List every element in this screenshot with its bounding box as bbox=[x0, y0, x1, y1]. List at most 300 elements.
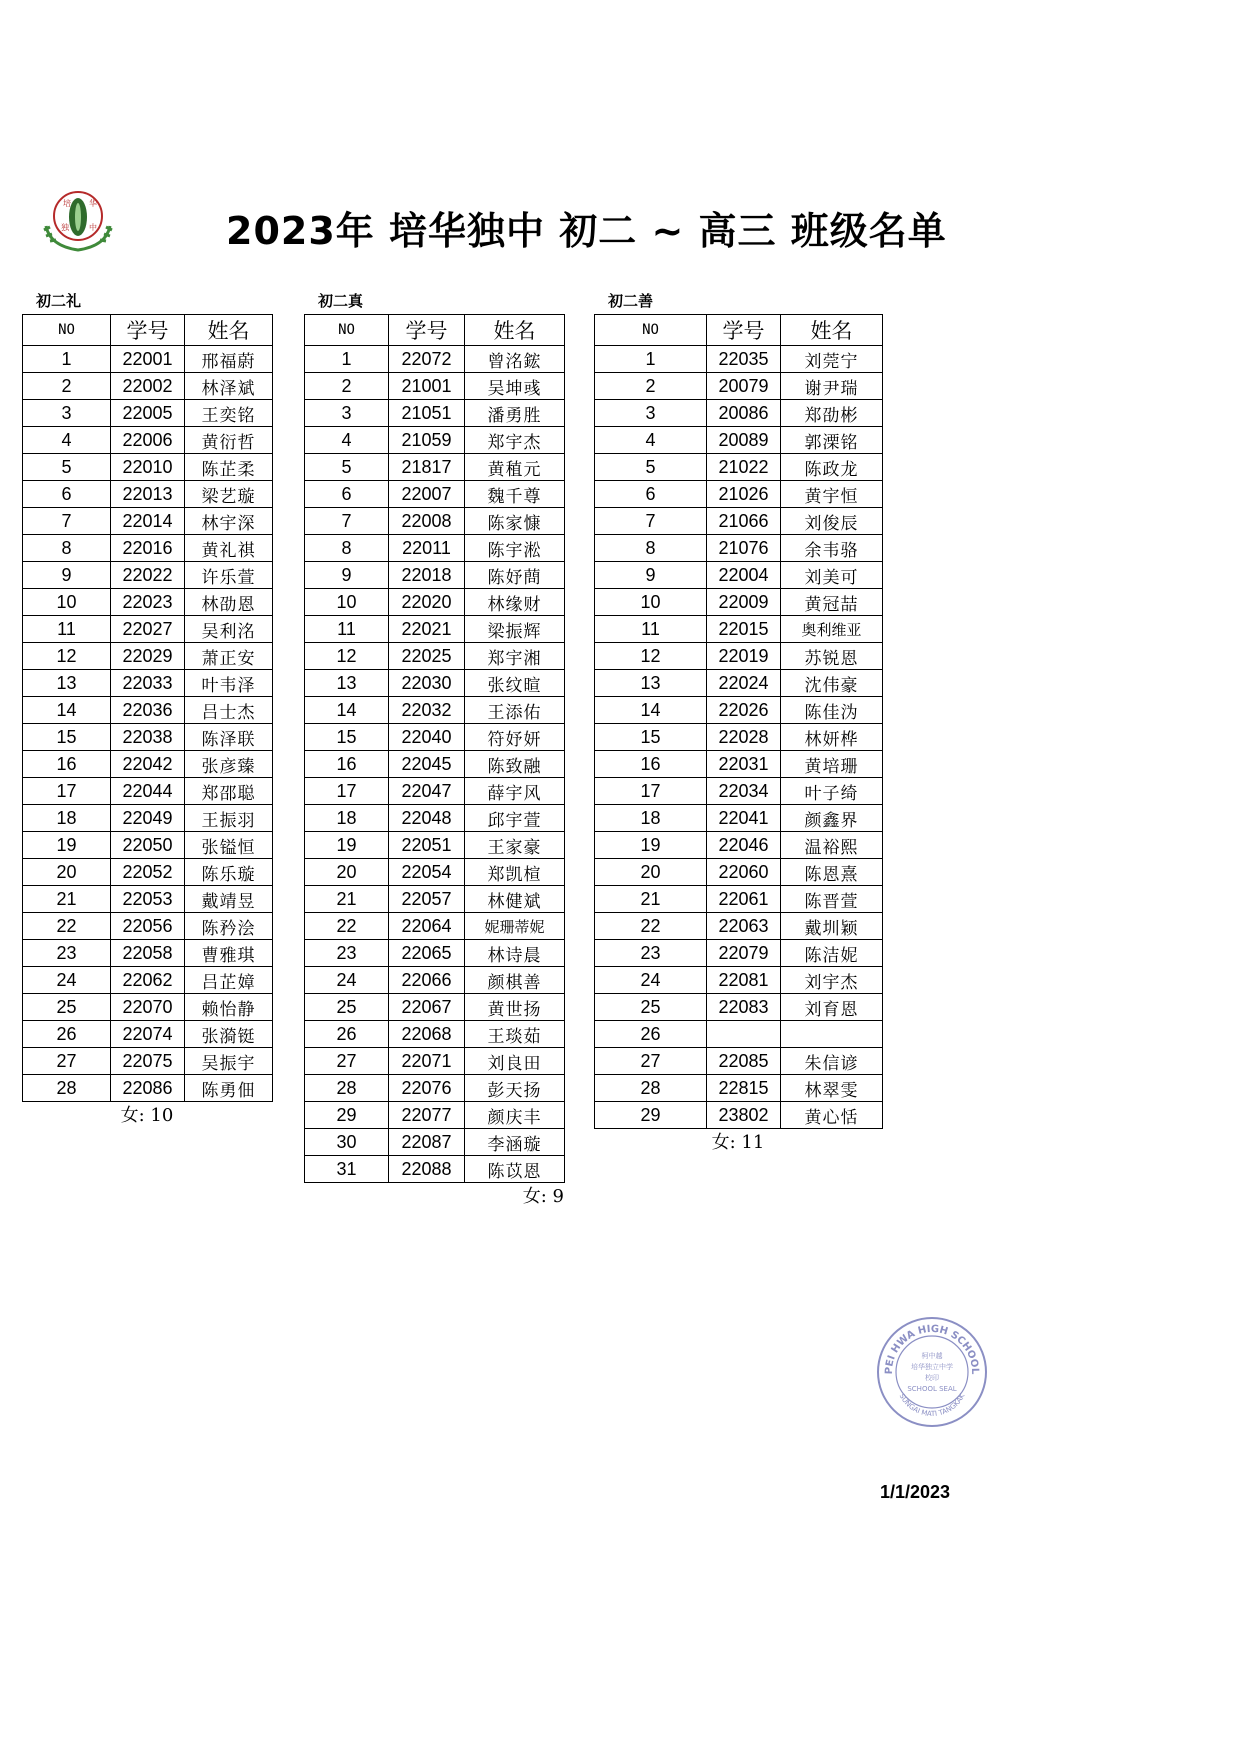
class-roster-table bbox=[22, 314, 273, 1102]
student-id: 22027 bbox=[111, 616, 185, 643]
table-row bbox=[305, 1048, 565, 1075]
student-no: 27 bbox=[595, 1048, 707, 1075]
student-no: 6 bbox=[23, 481, 111, 508]
student-no: 2 bbox=[305, 373, 389, 400]
student-name: 刘宇杰 bbox=[781, 967, 883, 994]
student-name: 叶子绮 bbox=[781, 778, 883, 805]
student-name: 陈恩熹 bbox=[781, 859, 883, 886]
student-no: 21 bbox=[595, 886, 707, 913]
table-row bbox=[595, 805, 883, 832]
student-no: 7 bbox=[305, 508, 389, 535]
class-block bbox=[304, 292, 565, 1211]
header-name: 姓名 bbox=[185, 315, 273, 346]
student-no: 24 bbox=[595, 967, 707, 994]
table-row bbox=[595, 886, 883, 913]
student-name: 颜棋善 bbox=[465, 967, 565, 994]
student-id: 22054 bbox=[389, 859, 465, 886]
table-header-row bbox=[595, 315, 883, 346]
student-no: 25 bbox=[595, 994, 707, 1021]
student-id: 22018 bbox=[389, 562, 465, 589]
student-id: 23802 bbox=[707, 1102, 781, 1129]
student-name: 黄冠喆 bbox=[781, 589, 883, 616]
student-id: 21076 bbox=[707, 535, 781, 562]
table-row bbox=[595, 562, 883, 589]
table-row bbox=[305, 859, 565, 886]
student-name: 戴靖昱 bbox=[185, 886, 273, 913]
table-row bbox=[595, 589, 883, 616]
student-name: 吴振宇 bbox=[185, 1048, 273, 1075]
student-no: 16 bbox=[23, 751, 111, 778]
student-name: 黄宇恒 bbox=[781, 481, 883, 508]
table-row bbox=[23, 1021, 273, 1048]
student-name: 刘莞宁 bbox=[781, 346, 883, 373]
student-no: 14 bbox=[305, 697, 389, 724]
table-row bbox=[23, 778, 273, 805]
student-id: 22013 bbox=[111, 481, 185, 508]
table-row bbox=[305, 724, 565, 751]
table-row bbox=[595, 1021, 883, 1048]
student-no: 23 bbox=[595, 940, 707, 967]
student-id: 22019 bbox=[707, 643, 781, 670]
student-id: 22079 bbox=[707, 940, 781, 967]
table-row bbox=[595, 535, 883, 562]
student-no: 13 bbox=[305, 670, 389, 697]
student-name: 郭溧铭 bbox=[781, 427, 883, 454]
table-row bbox=[305, 1021, 565, 1048]
table-row bbox=[23, 427, 273, 454]
table-row bbox=[305, 1075, 565, 1102]
student-id: 22020 bbox=[389, 589, 465, 616]
table-row bbox=[305, 832, 565, 859]
table-row bbox=[595, 400, 883, 427]
table-row bbox=[23, 454, 273, 481]
student-id: 22056 bbox=[111, 913, 185, 940]
student-name: 魏千尊 bbox=[465, 481, 565, 508]
student-id: 22010 bbox=[111, 454, 185, 481]
student-no: 30 bbox=[305, 1129, 389, 1156]
student-name: 陈乐璇 bbox=[185, 859, 273, 886]
student-no: 17 bbox=[305, 778, 389, 805]
table-row bbox=[23, 967, 273, 994]
student-name: 林泽斌 bbox=[185, 373, 273, 400]
student-id: 22052 bbox=[111, 859, 185, 886]
student-no: 13 bbox=[23, 670, 111, 697]
student-id: 22033 bbox=[111, 670, 185, 697]
header-name: 姓名 bbox=[465, 315, 565, 346]
class-name: 初二真 bbox=[318, 292, 364, 310]
student-id: 22061 bbox=[707, 886, 781, 913]
student-no: 16 bbox=[595, 751, 707, 778]
seal-inner-line: 培华独立中学 bbox=[911, 1363, 953, 1371]
svg-text:SUNGAI MATI TANGKAK bbox=[898, 1392, 967, 1418]
table-row bbox=[595, 670, 883, 697]
header-student-id: 学号 bbox=[707, 315, 781, 346]
student-id: 22067 bbox=[389, 994, 465, 1021]
student-no: 10 bbox=[305, 589, 389, 616]
student-name: 张镒恒 bbox=[185, 832, 273, 859]
student-id: 22053 bbox=[111, 886, 185, 913]
student-name: 朱信谚 bbox=[781, 1048, 883, 1075]
class-block bbox=[594, 292, 883, 1157]
student-name: 萧正安 bbox=[185, 643, 273, 670]
student-id: 22028 bbox=[707, 724, 781, 751]
student-name: 林妍桦 bbox=[781, 724, 883, 751]
student-id: 22060 bbox=[707, 859, 781, 886]
student-id: 22072 bbox=[389, 346, 465, 373]
table-row bbox=[23, 940, 273, 967]
student-no: 26 bbox=[595, 1021, 707, 1048]
student-no: 12 bbox=[305, 643, 389, 670]
table-row bbox=[305, 994, 565, 1021]
table-row bbox=[305, 886, 565, 913]
female-count: 女: 11 bbox=[711, 1132, 765, 1153]
student-no: 9 bbox=[305, 562, 389, 589]
seal-inner-line: SCHOOL SEAL bbox=[907, 1385, 957, 1393]
student-no: 7 bbox=[595, 508, 707, 535]
student-id: 22051 bbox=[389, 832, 465, 859]
student-no: 4 bbox=[23, 427, 111, 454]
student-no: 11 bbox=[595, 616, 707, 643]
table-row bbox=[305, 940, 565, 967]
student-no: 17 bbox=[595, 778, 707, 805]
student-id: 21051 bbox=[389, 400, 465, 427]
student-no: 25 bbox=[305, 994, 389, 1021]
student-name: 戴圳颖 bbox=[781, 913, 883, 940]
student-no: 18 bbox=[23, 805, 111, 832]
student-id: 22086 bbox=[111, 1075, 185, 1102]
student-name: 薛宇风 bbox=[465, 778, 565, 805]
table-row bbox=[305, 805, 565, 832]
student-name: 郑凯楦 bbox=[465, 859, 565, 886]
student-id: 22081 bbox=[707, 967, 781, 994]
table-row bbox=[305, 400, 565, 427]
student-no: 1 bbox=[23, 346, 111, 373]
student-id: 22047 bbox=[389, 778, 465, 805]
student-id: 22002 bbox=[111, 373, 185, 400]
class-name: 初二善 bbox=[608, 292, 654, 310]
student-no: 18 bbox=[305, 805, 389, 832]
student-id: 22042 bbox=[111, 751, 185, 778]
student-no: 29 bbox=[305, 1102, 389, 1129]
table-row bbox=[305, 1156, 565, 1183]
student-no: 4 bbox=[305, 427, 389, 454]
student-id: 21026 bbox=[707, 481, 781, 508]
student-name: 梁振辉 bbox=[465, 616, 565, 643]
student-name: 林翠雯 bbox=[781, 1075, 883, 1102]
header-no: NO bbox=[23, 315, 111, 346]
student-id: 22007 bbox=[389, 481, 465, 508]
table-row bbox=[23, 346, 273, 373]
header-name: 姓名 bbox=[781, 315, 883, 346]
student-name: 曾洺鋐 bbox=[465, 346, 565, 373]
student-no: 28 bbox=[305, 1075, 389, 1102]
student-name bbox=[781, 1021, 883, 1048]
student-id: 21817 bbox=[389, 454, 465, 481]
student-name: 符妤妍 bbox=[465, 724, 565, 751]
student-name: 颜鑫界 bbox=[781, 805, 883, 832]
student-id: 22026 bbox=[707, 697, 781, 724]
table-row bbox=[305, 1129, 565, 1156]
student-no: 2 bbox=[23, 373, 111, 400]
student-name: 沈伟豪 bbox=[781, 670, 883, 697]
student-no: 27 bbox=[305, 1048, 389, 1075]
student-name: 张纹暄 bbox=[465, 670, 565, 697]
student-name: 黄培珊 bbox=[781, 751, 883, 778]
student-no: 15 bbox=[305, 724, 389, 751]
table-row bbox=[23, 508, 273, 535]
student-id: 22040 bbox=[389, 724, 465, 751]
table-row bbox=[23, 481, 273, 508]
table-row bbox=[23, 832, 273, 859]
logo-char-1: 培 bbox=[63, 199, 71, 208]
student-name: 陈勇佃 bbox=[185, 1075, 273, 1102]
student-no: 3 bbox=[23, 400, 111, 427]
seal-outer-text: PEI HWA HIGH SCHOOL bbox=[883, 1323, 981, 1375]
student-id: 22041 bbox=[707, 805, 781, 832]
student-name: 奥利维亚 bbox=[781, 616, 883, 643]
student-id: 21066 bbox=[707, 508, 781, 535]
student-id: 22024 bbox=[707, 670, 781, 697]
student-name: 王琰茹 bbox=[465, 1021, 565, 1048]
student-no: 6 bbox=[305, 481, 389, 508]
student-no: 20 bbox=[305, 859, 389, 886]
table-row bbox=[305, 751, 565, 778]
student-id: 21022 bbox=[707, 454, 781, 481]
student-no: 22 bbox=[595, 913, 707, 940]
student-name: 陈家慷 bbox=[465, 508, 565, 535]
student-id: 22021 bbox=[389, 616, 465, 643]
table-row bbox=[305, 670, 565, 697]
student-no: 5 bbox=[23, 454, 111, 481]
student-no: 2 bbox=[595, 373, 707, 400]
table-row bbox=[595, 940, 883, 967]
student-id: 22074 bbox=[111, 1021, 185, 1048]
student-id: 22062 bbox=[111, 967, 185, 994]
student-name: 彭天扬 bbox=[465, 1075, 565, 1102]
student-id: 22046 bbox=[707, 832, 781, 859]
student-id: 22006 bbox=[111, 427, 185, 454]
student-id: 22038 bbox=[111, 724, 185, 751]
student-name: 梁艺璇 bbox=[185, 481, 273, 508]
school-logo bbox=[34, 186, 122, 254]
student-no: 24 bbox=[23, 967, 111, 994]
student-no: 22 bbox=[23, 913, 111, 940]
student-name: 温裕熙 bbox=[781, 832, 883, 859]
student-id: 21001 bbox=[389, 373, 465, 400]
student-id: 22031 bbox=[707, 751, 781, 778]
student-id: 22076 bbox=[389, 1075, 465, 1102]
student-id: 22025 bbox=[389, 643, 465, 670]
student-name: 黄衍哲 bbox=[185, 427, 273, 454]
table-row bbox=[595, 373, 883, 400]
student-no: 9 bbox=[595, 562, 707, 589]
student-name: 陈芷柔 bbox=[185, 454, 273, 481]
table-row bbox=[305, 643, 565, 670]
student-no: 20 bbox=[23, 859, 111, 886]
student-id: 22058 bbox=[111, 940, 185, 967]
student-name: 刘俊辰 bbox=[781, 508, 883, 535]
student-no: 13 bbox=[595, 670, 707, 697]
student-name: 王奕铭 bbox=[185, 400, 273, 427]
table-row bbox=[305, 697, 565, 724]
student-id: 22083 bbox=[707, 994, 781, 1021]
student-name: 郑宇杰 bbox=[465, 427, 565, 454]
table-row bbox=[595, 481, 883, 508]
student-name: 吕士杰 bbox=[185, 697, 273, 724]
student-name: 林诗晨 bbox=[465, 940, 565, 967]
student-no: 14 bbox=[595, 697, 707, 724]
student-id: 20089 bbox=[707, 427, 781, 454]
student-id: 22032 bbox=[389, 697, 465, 724]
student-no: 8 bbox=[305, 535, 389, 562]
page-title: 2023年 培华独中 初二 ~ 高三 班级名单 bbox=[226, 209, 947, 253]
table-row bbox=[23, 1075, 273, 1102]
student-id: 22815 bbox=[707, 1075, 781, 1102]
student-name: 王家豪 bbox=[465, 832, 565, 859]
student-no: 29 bbox=[595, 1102, 707, 1129]
table-row bbox=[595, 724, 883, 751]
table-row bbox=[305, 589, 565, 616]
student-id: 22077 bbox=[389, 1102, 465, 1129]
student-name: 林缘财 bbox=[465, 589, 565, 616]
student-name: 王添佑 bbox=[465, 697, 565, 724]
student-id: 22045 bbox=[389, 751, 465, 778]
student-id: 22009 bbox=[707, 589, 781, 616]
student-no: 17 bbox=[23, 778, 111, 805]
student-name: 颜庆丰 bbox=[465, 1102, 565, 1129]
table-row bbox=[23, 373, 273, 400]
student-name: 王振羽 bbox=[185, 805, 273, 832]
student-no: 11 bbox=[23, 616, 111, 643]
table-row bbox=[305, 1102, 565, 1129]
student-no: 22 bbox=[305, 913, 389, 940]
female-count: 女: 10 bbox=[120, 1105, 174, 1126]
student-name: 邢福蔚 bbox=[185, 346, 273, 373]
student-name: 谢尹瑞 bbox=[781, 373, 883, 400]
student-name: 邱宇萱 bbox=[465, 805, 565, 832]
seal-bottom-text: SUNGAI MATI TANGKAK bbox=[897, 1392, 967, 1419]
student-no: 27 bbox=[23, 1048, 111, 1075]
student-id: 22030 bbox=[389, 670, 465, 697]
table-row bbox=[23, 643, 273, 670]
table-row bbox=[595, 454, 883, 481]
table-row bbox=[23, 589, 273, 616]
student-name: 郑劭彬 bbox=[781, 400, 883, 427]
student-id: 22049 bbox=[111, 805, 185, 832]
student-no: 12 bbox=[595, 643, 707, 670]
student-id: 22023 bbox=[111, 589, 185, 616]
student-no: 15 bbox=[595, 724, 707, 751]
student-no: 28 bbox=[23, 1075, 111, 1102]
table-header-row bbox=[305, 315, 565, 346]
student-no: 4 bbox=[595, 427, 707, 454]
student-no: 11 bbox=[305, 616, 389, 643]
table-row bbox=[23, 670, 273, 697]
table-row bbox=[23, 616, 273, 643]
student-id: 22016 bbox=[111, 535, 185, 562]
table-row bbox=[23, 805, 273, 832]
student-no: 8 bbox=[595, 535, 707, 562]
table-row bbox=[595, 751, 883, 778]
table-row bbox=[305, 346, 565, 373]
header-student-id: 学号 bbox=[111, 315, 185, 346]
student-name: 郑邵聪 bbox=[185, 778, 273, 805]
student-name: 曹雅琪 bbox=[185, 940, 273, 967]
student-name: 陈致融 bbox=[465, 751, 565, 778]
student-no: 31 bbox=[305, 1156, 389, 1183]
student-name: 陈妤蔄 bbox=[465, 562, 565, 589]
student-no: 28 bbox=[595, 1075, 707, 1102]
student-id: 22065 bbox=[389, 940, 465, 967]
student-name: 吴利洺 bbox=[185, 616, 273, 643]
table-row bbox=[23, 886, 273, 913]
student-name: 许乐萱 bbox=[185, 562, 273, 589]
logo-char-3: 独 bbox=[61, 223, 69, 232]
table-row bbox=[23, 535, 273, 562]
student-no: 21 bbox=[305, 886, 389, 913]
student-id: 22034 bbox=[707, 778, 781, 805]
student-id: 22035 bbox=[707, 346, 781, 373]
class-roster-table bbox=[594, 314, 883, 1129]
table-row bbox=[595, 1102, 883, 1129]
table-row bbox=[595, 427, 883, 454]
student-name: 黄世扬 bbox=[465, 994, 565, 1021]
student-no: 15 bbox=[23, 724, 111, 751]
student-id: 20079 bbox=[707, 373, 781, 400]
student-no: 18 bbox=[595, 805, 707, 832]
student-id: 22001 bbox=[111, 346, 185, 373]
table-row bbox=[305, 967, 565, 994]
student-no: 23 bbox=[23, 940, 111, 967]
student-no: 5 bbox=[595, 454, 707, 481]
table-row bbox=[305, 778, 565, 805]
student-no: 3 bbox=[305, 400, 389, 427]
table-row bbox=[23, 751, 273, 778]
header-no: NO bbox=[595, 315, 707, 346]
student-id: 22085 bbox=[707, 1048, 781, 1075]
student-id: 22036 bbox=[111, 697, 185, 724]
student-no: 25 bbox=[23, 994, 111, 1021]
student-id: 22071 bbox=[389, 1048, 465, 1075]
student-name: 黄礼祺 bbox=[185, 535, 273, 562]
student-id bbox=[707, 1021, 781, 1048]
student-name: 潘勇胜 bbox=[465, 400, 565, 427]
table-row bbox=[305, 616, 565, 643]
student-no: 12 bbox=[23, 643, 111, 670]
student-no: 3 bbox=[595, 400, 707, 427]
student-name: 林劭恩 bbox=[185, 589, 273, 616]
student-name: 陈佳沩 bbox=[781, 697, 883, 724]
class-roster-table bbox=[304, 314, 565, 1183]
table-row bbox=[305, 508, 565, 535]
student-name: 吕芷嫜 bbox=[185, 967, 273, 994]
table-row bbox=[595, 994, 883, 1021]
student-name: 陈宇淞 bbox=[465, 535, 565, 562]
table-row bbox=[23, 724, 273, 751]
student-name: 刘育恩 bbox=[781, 994, 883, 1021]
student-no: 1 bbox=[305, 346, 389, 373]
table-header-row bbox=[23, 315, 273, 346]
student-name: 陈矜浍 bbox=[185, 913, 273, 940]
table-row bbox=[23, 562, 273, 589]
table-row bbox=[23, 994, 273, 1021]
table-row bbox=[595, 913, 883, 940]
table-row bbox=[305, 913, 565, 940]
student-no: 19 bbox=[305, 832, 389, 859]
student-name: 黄心恬 bbox=[781, 1102, 883, 1129]
student-id: 22008 bbox=[389, 508, 465, 535]
logo-char-4: 中 bbox=[89, 223, 97, 232]
